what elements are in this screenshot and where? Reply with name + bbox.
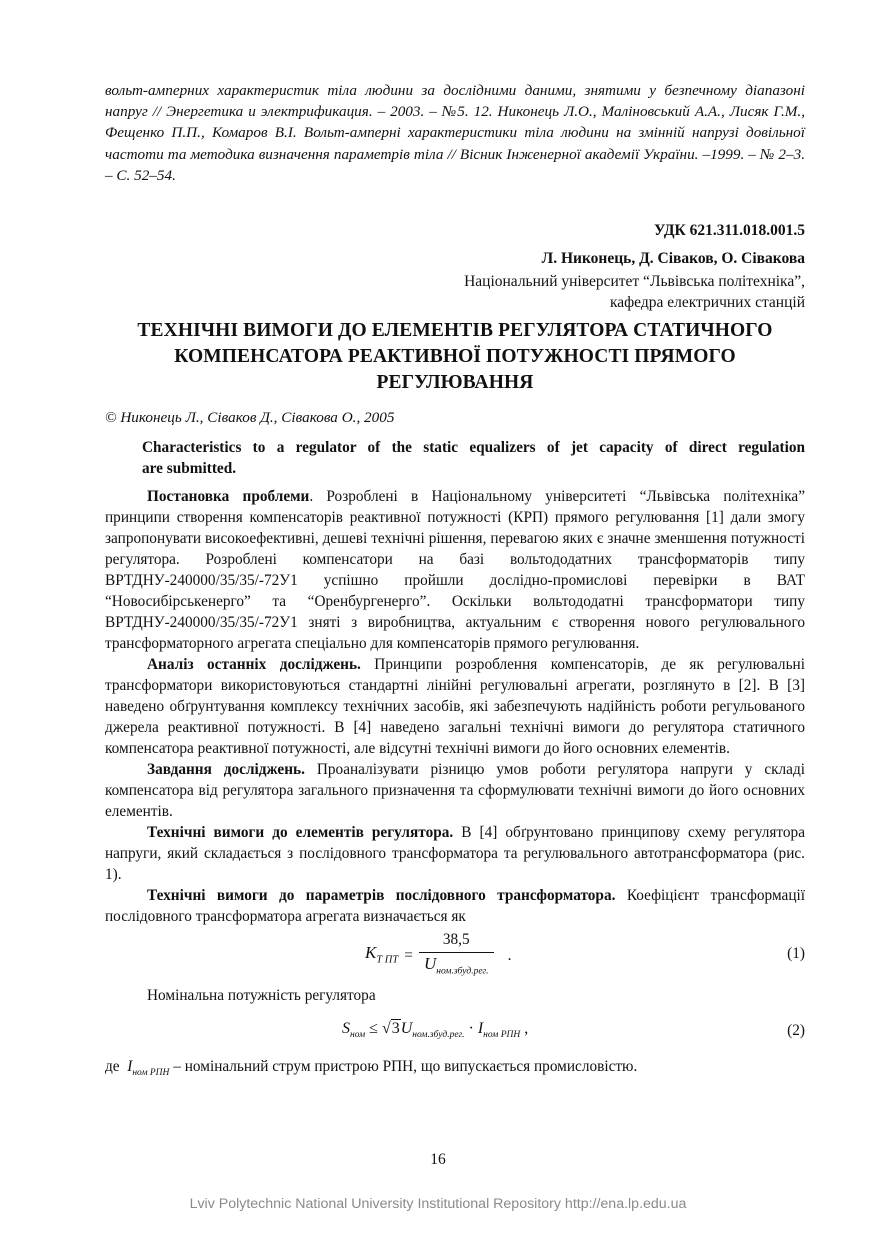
section-heading: Постановка проблеми — [147, 488, 310, 505]
section-series-transformer — [105, 885, 805, 927]
sqrt-symbol: √3 — [381, 1020, 400, 1037]
repository-footer: Lviv Polytechnic National University Institutional Repository http://ena.lp.edu.ua — [189, 1196, 687, 1212]
equation-1-expression: $K_{Т ПТ}$ = 38,5 $U_{ном.збуд.рег.}$ . — [365, 929, 511, 982]
section-text: Принципи розроблення компенсаторів, де як регулювальні трансформатори використовуються стандартні лінійні регулювальні агрегати, розглянуто в [2]. В [3] наведено обґрунтування комплексу технічних засобів, які забезпечують надійність роботи регульованого джерела реактивної потужності. В [4] наведено загальні технічні вимоги до регулятора статичного компенсатора реактивної потужності, але відсутні технічні вимоги до його основних елементів. — [105, 656, 805, 757]
section-text: В [4] обґрунтовано принципову схему регулятора напруги, який складається з послідовного трансформатора та регулювального автотрансформатора (рис. 1). — [105, 824, 805, 883]
power-intro: Номінальна потужність регулятора — [147, 987, 376, 1004]
denominator: $U_{ном.збуд.рег.}$ — [424, 954, 489, 977]
equation-1 — [105, 927, 805, 985]
equation-number: (1) — [787, 945, 805, 962]
body-text — [105, 486, 805, 1084]
copyright: © Никонець Л., Сіваков Д., Сівакова О., 2005 — [105, 409, 395, 426]
variable-definition: де $I_{ном РПН}$ – номінальний струм пристрою РПН, що випускається промисловістю. — [105, 1058, 638, 1079]
section-problem — [105, 486, 805, 654]
numerator: 38,5 — [419, 929, 494, 953]
equation-2 — [105, 1006, 805, 1056]
affiliation-department: кафедра електричних станцій — [609, 294, 805, 311]
authors: Л. Никонець, Д. Сіваков, О. Сівакова — [541, 250, 805, 267]
equation-2-expression: $S_{ном} \le √3U_{ном.збуд.рег.} \cdot I_{ном РПН}$ , — [342, 1020, 529, 1041]
references-tail: вольт-амперних характеристик тіла людини за дослідними даними, знятими у безпечному діапазоні напруг // Энергетика и электрификация. – 2003. – №5. 12. Никонець Л.О., Маліновський А.А., Лисяк Г.М., Фещенко П.П., Комаров В.І. Вольт-амперні характеристики тіла людини на змінній напрузі довільної частоти та методика визначення параметрів тіла // Вісник Інженерної академії України. –1999. – № 2–3. – С. 52–54. — [105, 82, 805, 184]
equation-number: (2) — [787, 1022, 805, 1039]
section-heading: Технічні вимоги до параметрів послідовного трансформатора. — [147, 887, 616, 904]
section-text: . Розроблені в Національному університеті “Львівська політехніка” принципи створення компенсаторів реактивної потужності (КРП) прямого регулювання [1] дали змогу запропонувати високоефективні, дешеві технічні рішення, перевагою яких є значне зменшення потужності регулятора. Розроблені компенсатори на базі вольтододатних трансформаторів типу ВРТДНУ-240000/35/35/-72У1 успішно пройшли дослідно-промислові перевірки в ВАТ “Новосибірськенерго” та “Оренбургенерго”. Оскільки вольтододатні трансформатори типу ВРТДНУ-240000/35/35/-72У1 зняті з виробництва, актуальним є створення нового регулювального трансформаторного агрегата спеціально для компенсаторів прямого регулювання. — [105, 488, 805, 652]
section-heading: Технічні вимоги до елементів регулятора. — [147, 824, 454, 841]
section-heading: Завдання досліджень. — [147, 761, 305, 778]
section-regulator-elements — [105, 822, 805, 885]
affiliation — [464, 271, 805, 313]
abstract-line-2: are submitted. — [142, 460, 237, 477]
section-text: Коефіцієнт трансформації послідовного трансформатора агрегата визначається як — [105, 887, 805, 925]
section-tasks — [105, 759, 805, 822]
abstract-line-1: Characteristics to a regulator of the static equalizers of jet capacity of direct regulation — [142, 439, 805, 456]
page-number: 16 — [430, 1151, 446, 1168]
fraction — [419, 929, 494, 982]
abstract — [142, 437, 805, 479]
section-analysis — [105, 654, 805, 759]
udk-code: УДК 621.311.018.001.5 — [654, 222, 805, 239]
affiliation-university: Національний університет “Львівська політехніка”, — [464, 273, 805, 290]
paper-title: ТЕХНІЧНІ ВИМОГИ ДО ЕЛЕМЕНТІВ РЕГУЛЯТОРА СТАТИЧНОГО КОМПЕНСАТОРА РЕАКТИВНОЇ ПОТУЖНОСТІ ПРЯМОГО РЕГУЛЮВАННЯ — [137, 320, 773, 393]
section-heading: Аналіз останніх досліджень. — [147, 656, 361, 673]
section-text: Проаналізувати різницю умов роботи регулятора напруги у складі компенсатора від регулятора загального призначення та сформулювати технічні вимоги до його основних елементів. — [105, 761, 806, 820]
